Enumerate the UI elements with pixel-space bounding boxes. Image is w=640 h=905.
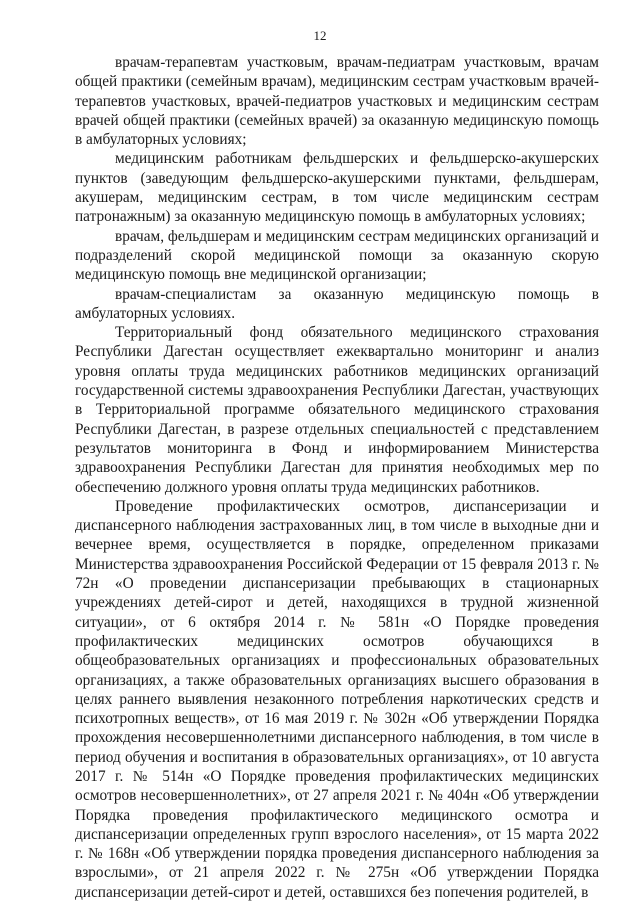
paragraph-preventive-exams: Проведение профилактических осмотров, диспансеризации и диспансерного наблюдения застрахованных лиц, в том числе в выходные дни и вечернее время, осуществляется в порядке, определенном приказами Министерства здравоохранения Российской Федерации от 15 февраля 2013 г. № 72н «О проведении диспансеризации пребывающих в стационарных учреждениях детей-сирот и детей, находящихся в трудной жизненной ситуации», от 6 октября 2014 г. № 581н «О Порядке проведения профилактических медицинских осмотров обучающихся в общеобразовательных организациях и профессиональных образовательных организациях, а также образовательных организациях высшего образования в целях раннего выявления незаконного потребления наркотических средств и психотропных веществ», от 16 мая 2019 г. № 302н «Об утверждении Порядка прохождения несовершеннолетними диспансерного наблюдения, в том числе в период обучения и воспитания в образовательных организациях», от 10 августа 2017 г. № 514н «О Порядке проведения профилактических медицинских осмотров несовершеннолетних», от 27 апреля 2021 г. № 404н «Об утверждении Порядка проведения профилактического медицинского осмотра и диспансеризации определенных групп взрослого населения», от 15 марта 2022 г. № 168н «Об утверждении порядка проведения диспансерного наблюдения за взрослыми», от 21 апреля 2022 г. № 275н «Об утверждении Порядка диспансеризации детей-сирот и детей, оставшихся без попечения родителей, в <box>75 497 599 901</box>
paragraph-district-doctors: врачам-терапевтам участковым, врачам-педиатрам участковым, врачам общей практики (семейным врачам), медицинским сестрам участковым врачей-терапевтов участковых, врачей-педиатров участковых и медицинским сестрам врачей общей практики (семейных врачей) за оказанную медицинскую помощь в амбулаторных условиях; <box>75 54 599 149</box>
paragraph-feldsher-stations: медицинским работникам фельдшерских и фельдшерско-акушерских пунктов (заведующим фельдшерско-акушерскими пунктами, фельдшерам, акушерам, медицинским сестрам, в том числе медицинским сестрам патронажным) за оказанную медицинскую помощь в амбулаторных условиях; <box>75 150 599 226</box>
paragraph-salary-monitoring: Территориальный фонд обязательного медицинского страхования Республики Дагестан осуществляет ежеквартально мониторинг и анализ уровня оплаты труда медицинских работников медицинских организаций государственной системы здравоохранения Республики Дагестан, участвующих в Территориальной программе обязательного медицинского страхования Республики Дагестан, в разрезе отдельных специальностей с представлением результатов мониторинга в Фонд и информированием Министерства здравоохранения Республики Дагестан для принятия необходимых мер по обеспечению должного уровня оплаты труда медицинских работников. <box>75 324 599 496</box>
paragraph-ambulance-staff: врачам, фельдшерам и медицинским сестрам медицинских организаций и подразделений скорой медицинской помощи за оказанную скорую медицинскую помощь вне медицинской организации; <box>75 227 599 284</box>
page-number: 12 <box>313 28 327 43</box>
document-body <box>75 53 599 902</box>
paragraph-specialists: врачам-специалистам за оказанную медицинскую помощь в амбулаторных условиях. <box>75 285 599 322</box>
